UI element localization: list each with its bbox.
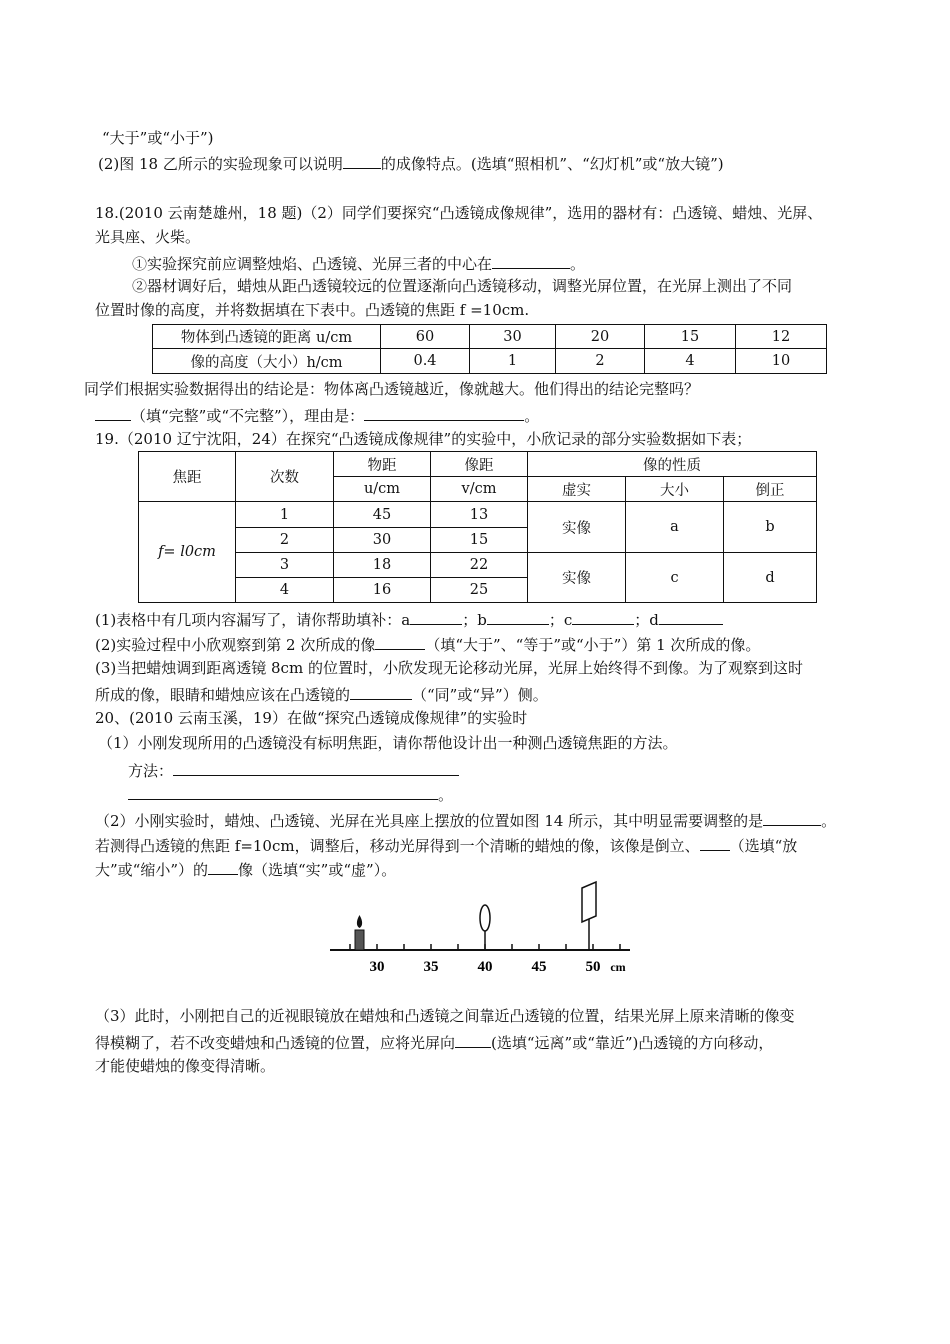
table-cell: 实像: [528, 502, 626, 553]
table-cell: 22: [431, 553, 528, 578]
tick-label-35: 35: [423, 959, 439, 975]
table-cell: 12: [736, 325, 827, 349]
q20-line-1: 20、(2010 云南玉溪，19）在做“探究凸透镜成像规律”的实验时: [95, 709, 528, 727]
q20-line-4: 。: [128, 783, 453, 805]
table-cell: 15: [645, 325, 736, 349]
q20-line-5: （2）小刚实验时，蜡烛、凸透镜、光屏在光具座上摆放的位置如图 14 所示，其中明显需要调整的是 。: [95, 809, 836, 831]
table-cell: 25: [431, 578, 528, 603]
answer-blank[interactable]: [208, 858, 238, 875]
q20-line-10: 才能使蜡烛的像变得清晰。: [95, 1057, 276, 1075]
table-cell: 物体到凸透镜的距离 u/cm: [153, 325, 381, 349]
table-cell: 4: [236, 578, 334, 603]
answer-blank[interactable]: [375, 633, 425, 650]
table-cell: 大小: [626, 477, 724, 502]
tick-label-30: 30: [369, 959, 385, 975]
answer-blank-c[interactable]: [572, 608, 634, 625]
table-cell: 18: [334, 553, 431, 578]
answer-blank-b[interactable]: [487, 608, 549, 625]
line-1: “大于”或“小于”): [102, 129, 214, 147]
q20-line-8: （3）此时，小刚把自己的近视眼镜放在蜡烛和凸透镜之间靠近凸透镜的位置，结果光屏上原来清晰的像变: [95, 1007, 795, 1025]
q19-line-4: (3)当把蜡烛调到距离透镜 8cm 的位置时，小欣发现无论移动光屏，光屏上始终得不到像。为了观察到这时: [95, 659, 803, 677]
table-cell: b: [724, 502, 817, 553]
answer-blank-a[interactable]: [410, 608, 462, 625]
convex-lens-icon: [480, 905, 490, 950]
answer-blank[interactable]: [173, 759, 459, 776]
table-cell: 虚实: [528, 477, 626, 502]
table-cell: 0.4: [381, 349, 470, 374]
answer-blank[interactable]: [343, 152, 381, 169]
table-cell: 20: [556, 325, 645, 349]
table-cell: 1: [236, 502, 334, 528]
q18-line-7: （填“完整”或“不完整”），理由是： 。: [95, 404, 539, 426]
table-cell: u/cm: [334, 477, 431, 502]
line-2: (2)图 18 乙所示的实验现象可以说明 的成像特点。(选填“照相机”、“幻灯机”或“放大镜”): [98, 152, 724, 174]
answer-blank[interactable]: [95, 404, 131, 421]
table-cell: 16: [334, 578, 431, 603]
table-cell: 10: [736, 349, 827, 374]
table-cell: 实像: [528, 553, 626, 603]
answer-blank-d[interactable]: [659, 608, 723, 625]
q18-line-4: ②器材调好后，蜡烛从距凸透镜较远的位置逐渐向凸透镜移动，调整光屏位置，在光屏上测出了不同: [132, 277, 793, 295]
table-cell: c: [626, 553, 724, 603]
table-cell: 15: [431, 528, 528, 553]
table-cell: 45: [334, 502, 431, 528]
table-cell: 60: [381, 325, 470, 349]
answer-blank[interactable]: [350, 683, 412, 700]
table-cell: d: [724, 553, 817, 603]
table-cell: 像的高度（大小）h/cm: [153, 349, 381, 374]
table-cell: 像的性质: [528, 452, 817, 477]
unit-label: cm: [610, 960, 626, 974]
q20-line-9: 得模糊了，若不改变蜡烛和凸透镜的位置，应将光屏向 (选填“远离”或“靠近”)凸透镜的方向移动，: [95, 1031, 773, 1053]
tick-label-50: 50: [585, 959, 601, 975]
table-cell: 像距: [431, 452, 528, 477]
table-cell: 3: [236, 553, 334, 578]
q19-line-2: (1)表格中有几项内容漏写了，请你帮助填补：a ；b ；c ；d: [95, 608, 723, 630]
light-screen-icon: [582, 882, 596, 950]
table-cell: 倒正: [724, 477, 817, 502]
answer-blank[interactable]: [128, 783, 438, 800]
q18-line-6: 同学们根据实验数据得出的结论是：物体离凸透镜越近，像就越大。他们得出的结论完整吗？: [84, 380, 700, 398]
table-cell: 30: [334, 528, 431, 553]
tick-label-45: 45: [531, 959, 547, 975]
q18-line-5: 位置时像的高度，并将数据填在下表中。凸透镜的焦距 f =10cm.: [95, 301, 530, 319]
table-cell: 2: [556, 349, 645, 374]
table-cell: v/cm: [431, 477, 528, 502]
answer-blank[interactable]: [763, 809, 821, 826]
table-18: [152, 324, 827, 374]
table-cell: 30: [470, 325, 556, 349]
q18-line-1: 18.(2010 云南楚雄州，18 题)（2）同学们要探究“凸透镜成像规律”，选用的器材有：凸透镜、蜡烛、光屏、: [95, 204, 823, 222]
table-cell: 1: [470, 349, 556, 374]
tick-label-40: 40: [477, 959, 493, 975]
q20-line-3: 方法：: [128, 759, 459, 781]
table-cell: 物距: [334, 452, 431, 477]
q20-line-2: （1）小刚发现所用的凸透镜没有标明焦距，请你帮他设计出一种测凸透镜焦距的方法。: [98, 734, 678, 752]
q18-line-3: ①实验探究前应调整烛焰、凸透镜、光屏三者的中心在 。: [132, 252, 585, 274]
table-cell: 焦距: [139, 452, 236, 502]
table-cell: 次数: [236, 452, 334, 502]
table-cell: f= l0cm: [139, 502, 236, 603]
candle-icon: [355, 915, 364, 950]
table-cell: 2: [236, 528, 334, 553]
answer-blank[interactable]: [700, 834, 730, 851]
q19-line-5: 所成的像，眼睛和蜡烛应该在凸透镜的 （“同”或“异”）侧。: [95, 683, 548, 705]
q20-line-6: 若测得凸透镜的焦距 f=10cm，调整后，移动光屏得到一个清晰的蜡烛的像，该像是倒立、 （选填“放: [95, 834, 797, 856]
table-cell: a: [626, 502, 724, 553]
table-cell: 13: [431, 502, 528, 528]
answer-blank[interactable]: [455, 1031, 491, 1048]
optical-bench-figure: [320, 880, 640, 976]
answer-blank[interactable]: [492, 252, 570, 269]
table-19: [138, 451, 817, 603]
q20-line-7: 大”或“缩小”）的 像（选填“实”或“虚”）。: [95, 858, 396, 880]
q18-line-2: 光具座、火柴。: [95, 228, 201, 246]
q19-line-3: (2)实验过程中小欣观察到第 2 次所成的像 （填“大于”、“等于”或“小于”）第 1 次所成的像。: [95, 633, 760, 655]
table-cell: 4: [645, 349, 736, 374]
answer-blank[interactable]: [364, 404, 524, 421]
q19-line-1: 19.（2010 辽宁沈阳，24）在探究“凸透镜成像规律”的实验中，小欣记录的部分实验数据如下表；: [95, 430, 752, 448]
